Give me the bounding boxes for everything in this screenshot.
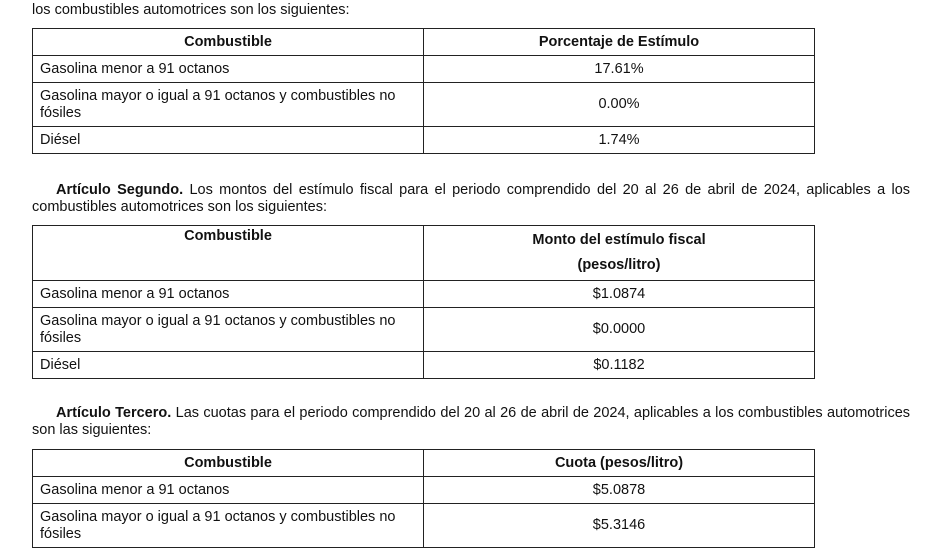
table-header-row — [33, 450, 815, 477]
column-header-quota: Cuota (pesos/litro) — [424, 450, 815, 477]
intro-fragment: los combustibles automotrices son los siguientes: — [32, 2, 350, 18]
stimulus-amount-table — [32, 225, 815, 379]
value-cell: 1.74% — [424, 127, 815, 154]
value-cell: 0.00% — [424, 83, 815, 127]
article-second-heading: Artículo Segundo. — [56, 182, 184, 198]
table-header-row — [33, 29, 815, 56]
column-header-fuel: Combustible — [33, 29, 424, 56]
fuel-cell: Gasolina mayor o igual a 91 octanos y combustibles no fósiles — [33, 504, 424, 548]
article-second-text: Los montos del estímulo fiscal para el periodo comprendido del 20 al 26 de abril de 2024, aplicables a los combustibles automotrices son los siguientes: — [32, 182, 911, 215]
value-cell: $5.3146 — [424, 504, 815, 548]
fuel-cell: Gasolina menor a 91 octanos — [33, 56, 424, 83]
value-cell: $5.0878 — [424, 477, 815, 504]
column-header-percentage: Porcentaje de Estímulo — [424, 29, 815, 56]
column-header-amount-line1: Monto del estímulo fiscal — [532, 232, 706, 248]
fuel-cell: Gasolina menor a 91 octanos — [33, 477, 424, 504]
quota-table — [32, 449, 815, 548]
article-third-text: Las cuotas para el periodo comprendido del 20 al 26 de abril de 2024, aplicables a los combustibles automotrices son las siguientes: — [32, 405, 911, 438]
table-row — [33, 281, 815, 308]
fuel-cell: Gasolina mayor o igual a 91 octanos y combustibles no fósiles — [33, 83, 424, 127]
table-row — [33, 56, 815, 83]
value-cell: $0.1182 — [424, 352, 815, 379]
fuel-cell: Diésel — [33, 352, 424, 379]
column-header-amount — [424, 226, 815, 281]
article-second-paragraph — [32, 182, 910, 216]
column-header-fuel: Combustible — [33, 450, 424, 477]
value-cell: $1.0874 — [424, 281, 815, 308]
column-header-amount-line2: (pesos/litro) — [577, 257, 661, 273]
stimulus-percentage-table — [32, 28, 815, 154]
table-row — [33, 504, 815, 548]
value-cell: 17.61% — [424, 56, 815, 83]
column-header-fuel: Combustible — [33, 226, 424, 281]
table-row — [33, 477, 815, 504]
table-row — [33, 127, 815, 154]
table-row — [33, 352, 815, 379]
fuel-cell: Gasolina mayor o igual a 91 octanos y combustibles no fósiles — [33, 308, 424, 352]
value-cell: $0.0000 — [424, 308, 815, 352]
table-header-row — [33, 226, 815, 281]
fuel-cell: Gasolina menor a 91 octanos — [33, 281, 424, 308]
table-row — [33, 83, 815, 127]
fuel-cell: Diésel — [33, 127, 424, 154]
table-row — [33, 308, 815, 352]
article-third-heading: Artículo Tercero. — [56, 405, 172, 421]
article-third-paragraph — [32, 405, 910, 439]
